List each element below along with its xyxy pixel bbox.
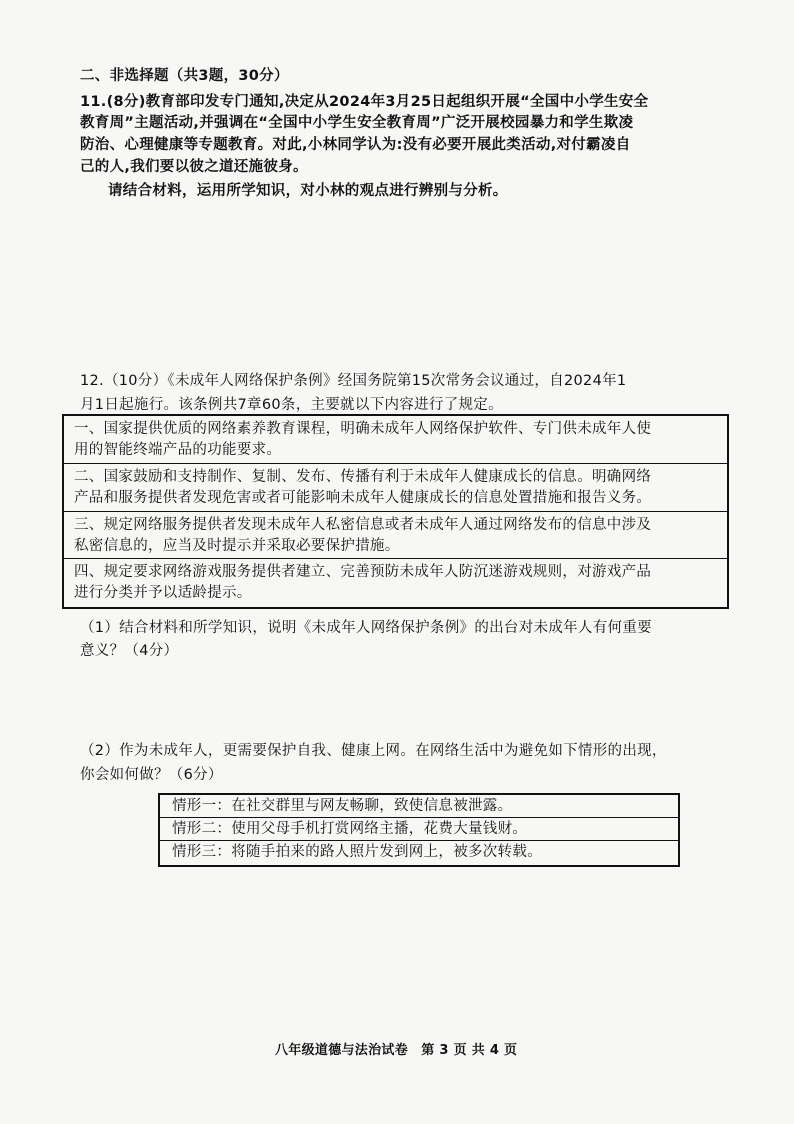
provision-row: 一、国家提供优质的网络素养教育课程，明确未成年人网络保护软件、专门供未成年人使 用的智能终端产品的功能要求。 (64, 416, 727, 464)
q11-line: 防治、心理健康等专题教育。对此,小林同学认为:没有必要开展此类活动,对付霸凌自 (80, 137, 631, 153)
q11-line: 教育周”主题活动,并强调在“全国中小学生安全教育周”广泛开展校园暴力和学生欺凌 (80, 115, 634, 131)
q12-sub2-line: （2）作为未成年人，更需要保护自我、健康上网。在网络生活中为避免如下情形的出现， (80, 743, 667, 759)
page-footer: 八年级道德与法治试卷 第 3 页 共 4 页 (275, 1043, 518, 1058)
provision-row: 三、规定网络服务提供者发现未成年人私密信息或者未成年人通过网络发布的信息中涉及 私密信息的，应当及时提示并采取必要保护措施。 (64, 512, 727, 559)
situation-row: 情形三：将随手拍来的路人照片发到网上，被多次转载。 (172, 844, 542, 860)
provision-row: 四、规定要求网络游戏服务提供者建立、完善预防未成年人防沉迷游戏规则，对游戏产品 进行分类并予以适龄提示。 (74, 564, 652, 601)
q11-prompt: 请结合材料，运用所学知识，对小林的观点进行辨别与分析。 (108, 183, 508, 199)
provisions-table (62, 414, 729, 609)
q12-sub1-line: 意义？（4分） (80, 643, 179, 659)
q12-intro-line: 月1日起施行。该条例共7章60条，主要就以下内容进行了规定。 (80, 397, 503, 413)
q12-sub1-line: （1）结合材料和所学知识，说明《未成年人网络保护条例》的出台对未成年人有何重要 (80, 620, 652, 636)
provision-row: 二、国家鼓励和支持制作、复制、发布、传播有利于未成年人健康成长的信息。明确网络 产品和服务提供者发现危害或者可能影响未成年人健康成长的信息处置措施和报告义务。 (64, 464, 727, 512)
situations-table (158, 793, 680, 867)
q11-line: 己的人,我们要以彼之道还施彼身。 (80, 159, 308, 175)
q12-sub2-line: 你会如何做？（6分） (80, 767, 223, 783)
q11-line: 11.(8分)教育部印发专门通知,决定从2024年3月25日起组织开展“全国中小学生安全 (80, 94, 649, 110)
q12-intro-line: 12.（10分）《未成年人网络保护条例》经国务院第15次常务会议通过，自2024年1 (80, 373, 627, 389)
section-heading: 二、非选择题（共3题，30分） (80, 68, 289, 84)
situation-row: 情形一：在社交群里与网友畅聊，致使信息被泄露。 (160, 795, 678, 818)
situation-row: 情形二：使用父母手机打赏网络主播，花费大量钱财。 (160, 818, 678, 841)
